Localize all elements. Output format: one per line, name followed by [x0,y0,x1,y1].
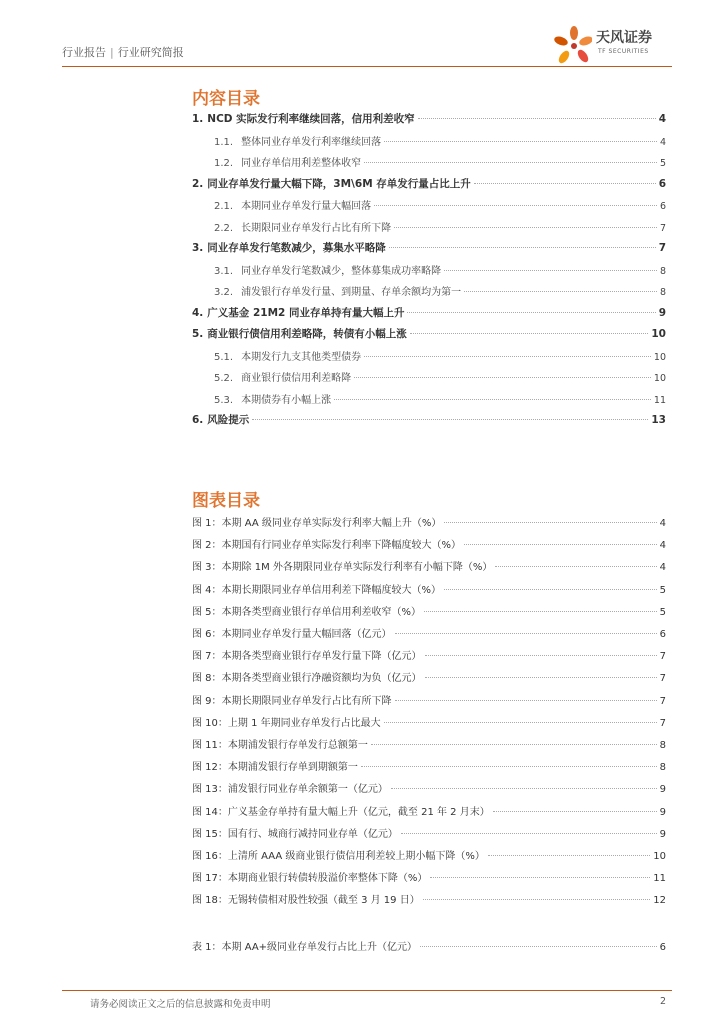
figure-item-page: 10 [653,851,666,862]
figure-list-item[interactable] [192,758,666,774]
toc-section-item[interactable] [192,283,666,299]
figure-item-page: 9 [659,784,666,796]
dot-leader [354,377,651,378]
figure-list-item[interactable] [192,581,666,597]
dot-leader [425,677,657,678]
figure-item-page: 9 [659,828,666,840]
toc-item-title: 商业银行债信用利差略降 [241,373,352,384]
dot-leader [444,589,657,590]
company-logo [552,24,672,68]
figure-item-title: 图 8：本期各类型商业银行净融资额均为负（亿元） [192,673,422,685]
toc-item-number: 5. [192,328,204,340]
figure-list-item[interactable] [192,625,666,641]
toc-item-page: 10 [653,373,666,384]
toc-item-page: 7 [659,222,666,234]
dot-leader [444,270,657,271]
figure-item-title: 图 1：本期 AA 级同业存单实际发行利率大幅上升（%） [192,518,442,529]
page-number: 2 [659,996,666,1007]
toc-chapter-item[interactable] [192,412,666,428]
toc-list [192,111,666,431]
figure-item-title: 图 18：无锡转债相对股性较强（截至 3 月 19 日） [192,895,420,907]
dot-leader [401,833,657,834]
dot-leader [410,333,649,334]
dot-leader [424,611,657,612]
toc-item-title: 浦发银行存单发行量、到期量、存单余额均为第一 [241,287,462,298]
toc-item-title: 同业存单信用利差整体收窄 [241,158,362,169]
toc-item-number: 5.3. [214,394,234,406]
toc-item-number: 5.2. [214,373,234,384]
toc-item-number: 1.1. [214,136,234,148]
figure-list-item[interactable] [192,514,666,530]
table-item-page: 6 [659,942,666,953]
figure-item-page: 4 [659,518,666,529]
figure-item-page: 7 [659,651,666,663]
dot-leader [371,744,657,745]
toc-item-page: 5 [659,158,666,169]
figure-item-title: 图 10：上期 1 年期同业存单发行占比最大 [192,717,381,729]
figure-item-title: 图 9：本期长期限同业存单发行占比有所下降 [192,695,392,707]
figure-item-title: 图 6：本期同业存单发行量大幅回落（亿元） [192,629,392,640]
header-divider [62,66,672,67]
toc-section-item[interactable] [192,219,666,235]
toc-item-number: 3.1. [214,265,234,277]
figure-list-item[interactable] [192,891,666,907]
dot-leader [389,247,656,248]
dot-leader [364,356,651,357]
toc-item-page: 10 [651,328,666,340]
toc-item-page: 11 [653,394,666,406]
figure-item-page: 4 [659,540,666,552]
dot-leader [394,227,657,228]
figure-item-page: 8 [659,740,666,751]
toc-section-item[interactable] [192,369,666,385]
figure-item-page: 6 [659,629,666,640]
figure-item-title: 图 14：广义基金存单持有量大幅上升（亿元，截至 21 年 2 月末） [192,806,490,818]
figure-item-page: 7 [659,695,666,707]
toc-section-item[interactable] [192,391,666,407]
dot-leader [361,766,657,767]
figure-item-title: 图 13：浦发银行同业存单余额第一（亿元） [192,784,388,796]
toc-item-number: 2.1. [214,201,234,212]
dot-leader [407,312,655,313]
figure-list-item[interactable] [192,603,666,619]
figure-item-title: 图 15：国有行、城商行减持同业存单（亿元） [192,828,398,840]
dot-leader [391,788,657,789]
toc-item-title: NCD 实际发行利率继续回落，信用利差收窄 [207,113,415,125]
dot-leader [384,141,657,142]
toc-chapter-item[interactable] [192,305,666,321]
toc-item-title: 本期发行九支其他类型债券 [241,351,362,363]
toc-item-page: 10 [653,351,666,363]
toc-item-title: 整体同业存单发行利率继续回落 [241,136,382,148]
figure-item-title: 图 12：本期浦发银行存单到期额第一 [192,762,358,774]
figure-list-item[interactable] [192,869,666,885]
figure-item-title: 图 11：本期浦发银行存单发行总额第一 [192,740,368,751]
toc-item-title: 广义基金 21M2 同业存单持有量大幅上升 [207,306,405,319]
dot-leader [464,291,657,292]
figure-item-title: 图 17：本期商业银行转债转股溢价率整体下降（%） [192,873,428,885]
toc-item-page: 7 [658,242,666,254]
toc-item-page: 9 [658,306,666,319]
toc-item-title: 风险提示 [207,414,250,426]
figure-list-item[interactable] [192,692,666,708]
toc-item-number: 2.2. [214,222,234,234]
breadcrumb [62,44,184,60]
dot-leader [464,544,657,545]
dot-leader [495,566,656,567]
toc-item-number: 3.2. [214,287,234,298]
logo-company-name: 天风证券 [596,30,652,46]
footer-divider [62,990,672,991]
figure-item-page: 4 [659,562,666,574]
figure-list-item[interactable] [192,847,666,863]
flower-logo-icon [552,24,592,68]
figure-item-page: 7 [659,717,666,729]
toc-item-number: 1.2. [214,158,234,169]
dot-leader [384,722,657,723]
figure-item-page: 5 [659,584,666,596]
figure-item-page: 12 [653,895,666,907]
toc-item-title: 本期同业存单发行量大幅回落 [241,201,372,212]
toc-item-page: 4 [658,113,666,125]
dot-leader [395,700,657,701]
dot-leader [420,946,657,947]
toc-item-title: 同业存单发行笔数减少，整体募集成功率略降 [241,265,442,277]
figure-item-title: 图 4：本期长期限同业存单信用利差下降幅度较大（%） [192,584,442,596]
toc-section-item[interactable] [192,197,666,213]
toc-item-number: 6. [192,414,204,426]
toc-section-item[interactable] [192,154,666,170]
page-header [62,30,672,66]
toc-item-title: 同业存单发行笔数减少，募集水平略降 [207,242,386,254]
figure-item-page: 5 [659,606,666,618]
figure-item-title: 图 16：上清所 AAA 级商业银行债信用利差较上期小幅下降（%） [192,851,485,862]
figure-item-title: 图 5：本期各类型商业银行存单信用利差收窄（%） [192,606,422,618]
table-item-title: 表 1：本期 AA+级同业存单发行占比上升（亿元） [192,942,418,953]
figure-list-item[interactable] [192,669,666,685]
dot-leader [374,205,657,206]
figure-item-title: 图 7：本期各类型商业银行存单发行量下降（亿元） [192,651,422,663]
toc-section-item[interactable] [192,262,666,278]
figure-item-title: 图 3：本期除 1M 外各期限同业存单实际发行利率有小幅下降（%） [192,562,493,574]
toc-item-page: 8 [659,287,666,298]
table-list-item[interactable] [192,938,666,954]
breadcrumb-report-type: 行业报告 [62,46,106,59]
dot-leader [395,633,657,634]
figure-list-item[interactable] [192,558,666,574]
dot-leader [493,811,657,812]
dot-leader [364,162,657,163]
toc-item-page: 8 [659,265,666,277]
dot-leader [423,899,651,900]
toc-item-title: 本期债券有小幅上涨 [241,394,332,406]
toc-item-number: 4. [192,306,204,319]
dot-leader [425,655,657,656]
toc-item-page: 4 [659,136,666,148]
dot-leader [474,183,656,184]
figure-list-item[interactable] [192,536,666,552]
toc-item-title: 长期限同业存单发行占比有所下降 [241,222,392,234]
figure-item-page: 7 [659,673,666,685]
figure-item-page: 8 [659,762,666,774]
dot-leader [334,399,651,400]
toc-item-page: 6 [659,201,666,212]
breadcrumb-separator: | [110,46,114,59]
breadcrumb-report-subtype: 行业研究简报 [117,46,184,59]
toc-item-number: 3. [192,242,204,254]
toc-item-title: 商业银行债信用利差略降，转债有小幅上涨 [207,328,407,340]
dot-leader [444,522,656,523]
toc-item-page: 6 [658,177,666,190]
figure-list-item[interactable] [192,803,666,819]
figure-item-title: 图 2：本期国有行同业存单实际发行利率下降幅度较大（%） [192,540,462,552]
figure-item-page: 9 [659,806,666,818]
figure-list-item[interactable] [192,825,666,841]
toc-chapter-item[interactable] [192,111,666,127]
toc-item-page: 13 [651,414,666,426]
figure-list-item[interactable] [192,647,666,663]
toc-item-title: 同业存单发行量大幅下降，3M\6M 存单发行量占比上升 [207,177,471,190]
dot-leader [418,118,656,119]
figure-list-item[interactable] [192,736,666,752]
toc-item-number: 1. [192,113,204,125]
toc-section-item[interactable] [192,133,666,149]
toc-chapter-item[interactable] [192,176,666,192]
footer-disclaimer: 请务必阅读正文之后的信息披露和免责申明 [90,999,271,1010]
figure-item-page: 11 [653,873,666,885]
figure-list-item[interactable] [192,714,666,730]
figure-list [192,514,666,954]
toc-chapter-item[interactable] [192,326,666,342]
dot-leader [430,877,650,878]
logo-company-name-en: TF SECURITIES [598,48,649,55]
figure-list-item[interactable] [192,780,666,796]
figure-list-title: 图表目录 [192,491,260,511]
toc-chapter-item[interactable] [192,240,666,256]
toc-item-number: 5.1. [214,351,234,363]
dot-leader [252,419,648,420]
dot-leader [488,855,650,856]
toc-item-number: 2. [192,177,204,190]
toc-title: 内容目录 [192,89,260,109]
toc-section-item[interactable] [192,348,666,364]
